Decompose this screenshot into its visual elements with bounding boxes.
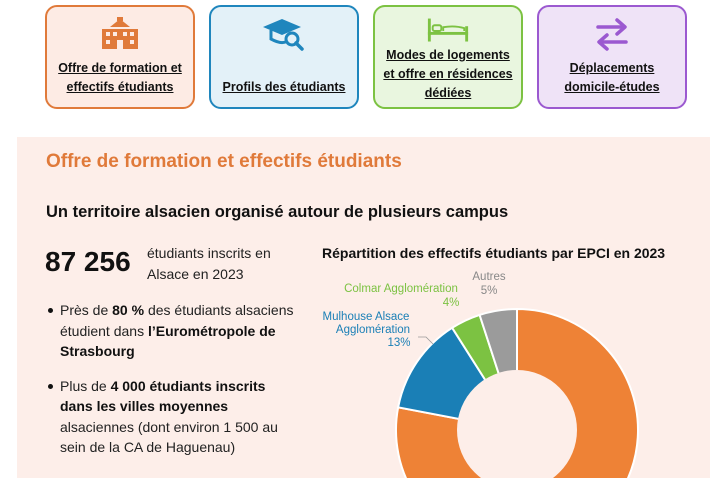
label-mulhouse-name-2: Agglomération: [335, 324, 411, 336]
section-title: Offre de formation et effectifs étudiants: [46, 151, 402, 172]
bullet-item: Plus de 4 000 étudiants inscrits dans les villes moyennes alsaciennes (dont environ 1 500 au sein de la CA de Haguenau): [46, 376, 301, 458]
section-subtitle: Un territoire alsacien organisé autour de plusieurs campus: [46, 203, 509, 221]
tile-label: Offre de formation et effectifs étudiants: [58, 61, 182, 94]
kpi-value: 87 256: [45, 246, 131, 277]
chart-title: Répartition des effectifs étudiants par EPCI en 2023: [322, 245, 666, 261]
label-colmar-name: Colmar Agglomération: [344, 283, 458, 295]
tile-label: Déplacements domicile-études: [564, 61, 660, 94]
label-mulhouse-name-1: Mulhouse Alsace: [322, 311, 410, 323]
tile-label: Profils des étudiants: [222, 80, 346, 94]
label-autres-name: Autres: [472, 271, 506, 283]
label-autres-pct: 5%: [480, 285, 498, 297]
tile-label: Modes de logements et offre en résidences dédiées: [383, 48, 513, 100]
kpi-caption: étudiants inscrits en Alsace en 2023: [147, 245, 271, 282]
bullet-item: Près de 80 % des étudiants alsaciens étudient dans l’Eurométropole de Strasbourg: [46, 300, 301, 362]
label-colmar-pct: 4%: [442, 297, 460, 309]
label-mulhouse-pct: 13%: [387, 337, 411, 349]
